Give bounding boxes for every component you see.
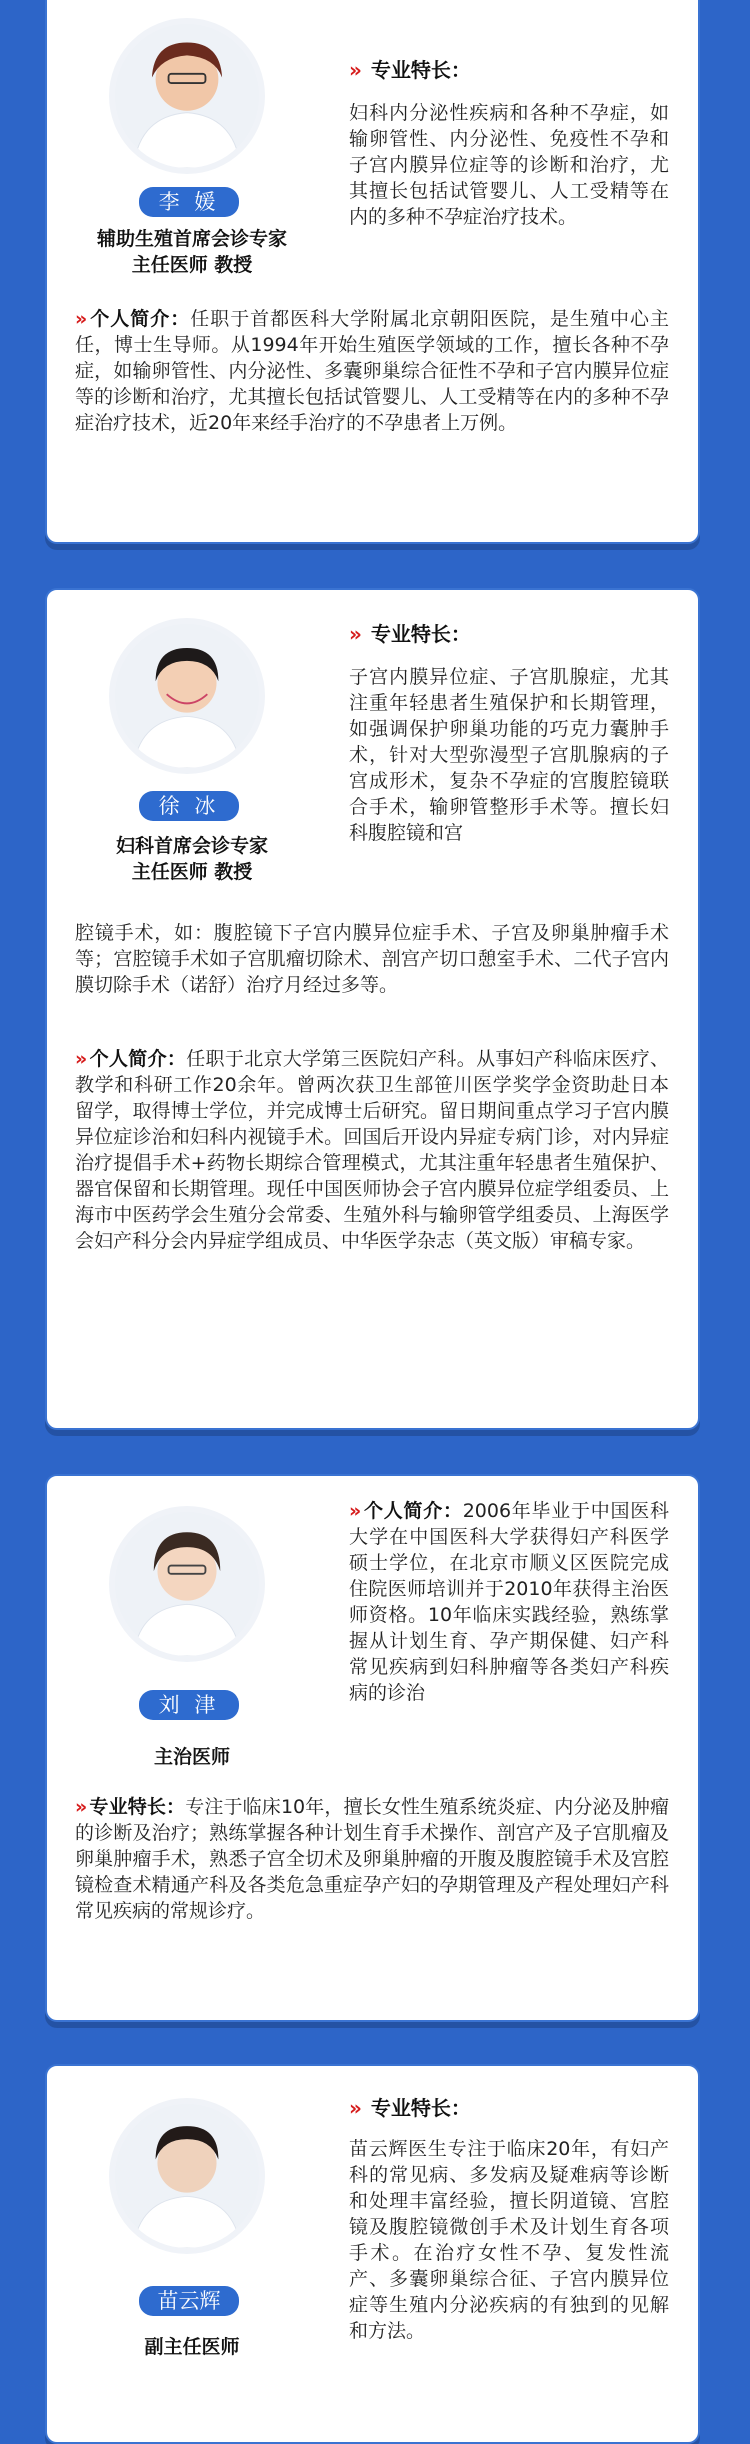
doctor-title: 主治医师 [153,1746,230,1768]
doctor-card-miao-yunhui [45,2064,700,2444]
doctor-name: 苗云辉 [139,2286,239,2316]
doctor-title: 主任医师 教授 [131,861,253,883]
doctor-photo-avatar [109,18,265,174]
specialty-heading: » 专业特长： [349,2096,471,2120]
double-chevron-icon: » [349,58,356,82]
specialty-heading: » 专业特长： [349,622,471,646]
intro-text: » 个人简介：任职于北京大学第三医院妇产科。从事妇产科临床医疗、教学和科研工作20余年。曾两次获卫生部笹川医学奖学金资助赴日本留学，取得博士学位，并完成博士后研究。留日期间重点学习子宫内膜异位症诊治和妇科内视镜手术。回国后开设内异症专病门诊，对内异症治疗提倡手术+药物长期综合管理模式，尤其注重年轻患者生殖保护、器官保留和长期管理。现任中国医师协会子宫内膜异位症学组委员、上海市中医药学会生殖分会常委、生殖外科与输卵管学组委员、上海医学会妇产科分会内异症学组成员、中华医学杂志（英文版）审稿专家。 [75,1048,669,1252]
double-chevron-icon: » [75,1048,82,1070]
doctor-title: 辅助生殖首席会诊专家 [96,228,287,250]
doctor-title: 妇科首席会诊专家 [115,835,268,857]
specialty-text: 苗云辉医生专注于临床20年，有妇产科的常见病、多发病及疑难病等诊断和处理丰富经验，擅长阴道镜、宫腔镜及腹腔镜微创手术及计划生育各项手术。在治疗女性不孕、复发性流产、多囊卵巢综合征、子宫内膜异位症等生殖内分泌疾病的有独到的见解和方法。 [349,2138,669,2342]
doctor-photo-avatar [109,1506,265,1662]
specialty-text-continued: 腔镜手术，如：腹腔镜下子宫内膜异位症手术、子宫及卵巢肿瘤手术等；宫腔镜手术如子宫肌瘤切除术、剖宫产切口憩室手术、二代子宫内膜切除手术（诺舒）治疗月经过多等。 [75,922,669,996]
doctor-title: 主任医师 教授 [131,254,253,276]
specialty-text: 子宫内膜异位症、子宫肌腺症，尤其注重年轻患者生殖保护和长期管理，如强调保护卵巢功能的巧克力囊肿手术，针对大型弥漫型子宫肌腺病的子宫成形术，复杂不孕症的宫腹腔镜联合手术，输卵管整形手术等。擅长妇科腹腔镜和宫 [349,666,669,844]
doctor-name: 徐 冰 [139,791,239,821]
doctor-card-li-yuan [45,0,700,544]
double-chevron-icon: » [349,1500,356,1522]
specialty-text: » 专业特长：专注于临床10年，擅长女性生殖系统炎症、内分泌及肿瘤的诊断及治疗；熟练掌握各种计划生育手术操作、剖宫产及子宫肌瘤及卵巢肿瘤手术，熟悉子宫全切术及卵巢肿瘤的开腹及腹腔镜手术及宫腔镜检查术精通产科及各类危急重症孕产妇的孕期管理及产程处理妇产科常见疾病的常规诊疗。 [75,1796,669,1922]
double-chevron-icon: » [75,308,82,330]
intro-text: » 个人简介：2006年毕业于中国医科大学在中国医科大学获得妇产科医学硕士学位，在北京市顺义区医院完成住院医师培训并于2010年获得主治医师资格。10年临床实践经验，熟练掌握从计划生育、孕产期保健、妇产科常见疾病到妇科肿瘤等各类妇产科疾病的诊治 [349,1500,669,1704]
double-chevron-icon: » [349,622,356,646]
doctor-photo-avatar [109,2098,265,2254]
specialty-text: 妇科内分泌性疾病和各种不孕症，如输卵管性、内分泌性、免疫性不孕和子宫内膜异位症等的诊断和治疗，尤其擅长包括试管婴儿、人工受精等在内的多种不孕症治疗技术。 [349,102,669,228]
doctor-card-xu-bing [45,588,700,1430]
doctor-title: 副主任医师 [144,2336,240,2358]
specialty-heading: » 专业特长： [349,58,471,82]
doctor-name: 李 媛 [139,187,239,217]
doctor-name: 刘 津 [139,1690,239,1720]
double-chevron-icon: » [75,1796,82,1818]
doctor-card-liu-jin [45,1474,700,2022]
doctor-photo-avatar [109,618,265,774]
intro-text: » 个人简介：任职于首都医科大学附属北京朝阳医院，是生殖中心主任，博士生导师。从1994年开始生殖医学领域的工作，擅长各种不孕症，如输卵管性、内分泌性、多囊卵巢综合征性不孕和子宫内膜异位症等的诊断和治疗，尤其擅长包括试管婴儿、人工受精等在内的多种不孕症治疗技术，近20年来经手治疗的不孕患者上万例。 [75,308,669,434]
double-chevron-icon: » [349,2096,356,2120]
